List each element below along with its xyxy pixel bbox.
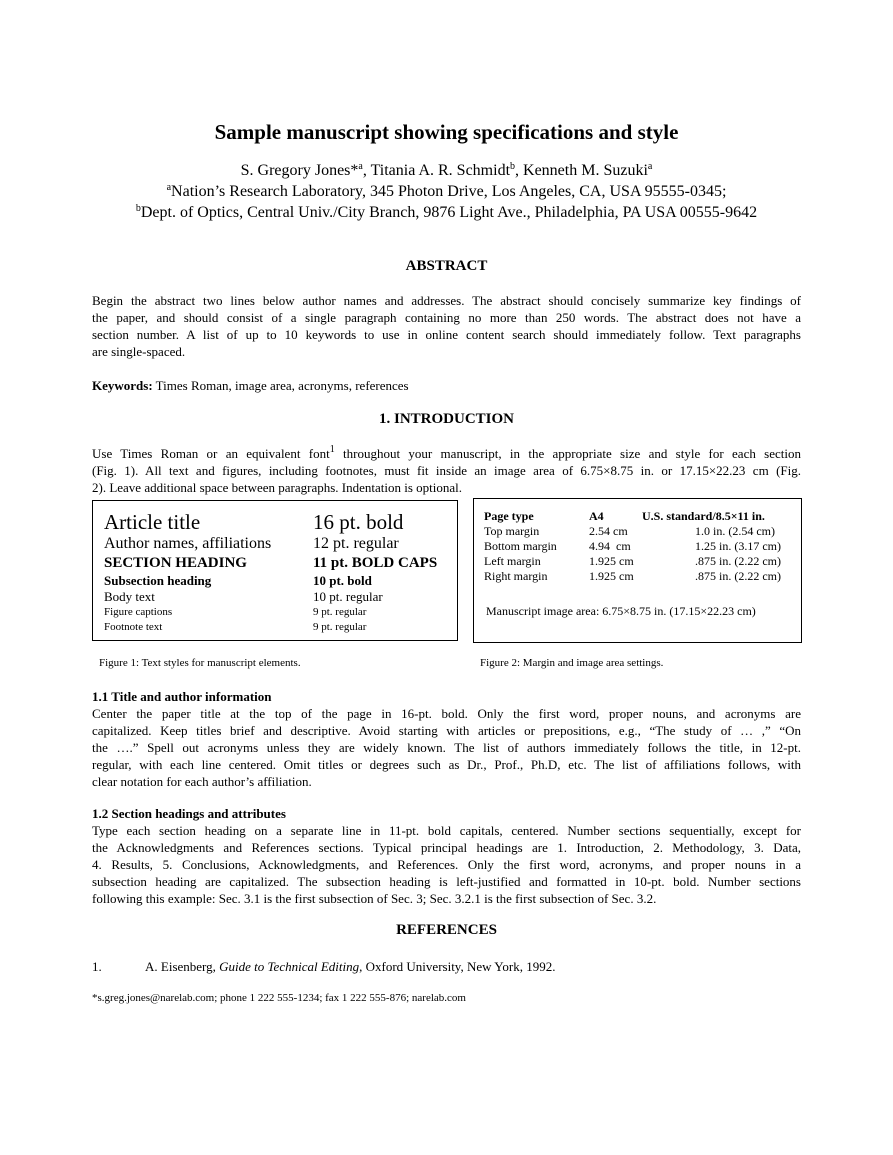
author-name: S. Gregory Jones* <box>240 162 359 179</box>
reference-number: 1. <box>92 959 102 974</box>
subsection-heading: 1.2 Section headings and attributes <box>92 806 286 821</box>
affiliation-text: Dept. of Optics, Central Univ./City Branch, 9876 Light Ave., Philadelphia, PA USA 00555-9642 <box>140 204 758 221</box>
affiliation-marker: b <box>135 203 141 214</box>
text-line: section number. A list of up to 10 keywords to use in online content search should immediately follow. Text paragraphs <box>92 327 801 342</box>
affiliation <box>0 183 893 201</box>
text-line <box>92 445 801 462</box>
image-area-text: Manuscript image area: 6.75×8.75 in. (17.15×22.23 cm) <box>486 604 756 618</box>
figure-2-margins-box <box>473 498 802 643</box>
affiliation-marker: a <box>358 161 363 172</box>
text-line: are single-spaced. <box>92 344 186 359</box>
text-fragment: Use Times Roman or an equivalent font <box>92 446 330 461</box>
affiliation-marker: a <box>647 161 653 172</box>
style-element: Footnote text <box>104 621 163 633</box>
text-line: clear notation for each author’s affiliation. <box>92 774 312 789</box>
text-line: (Fig. 1). All text and figures, including footnotes, must fit inside an image area of 6.75×8.75 in. or 17.15×22.23 cm (Fig. <box>92 463 801 478</box>
style-spec: 11 pt. BOLD CAPS <box>313 555 438 571</box>
style-element: Figure captions <box>104 606 173 618</box>
figure-2-caption: Figure 2: Margin and image area settings. <box>480 657 664 669</box>
style-element: SECTION HEADING <box>104 555 247 571</box>
style-element: Subsection heading <box>104 573 212 588</box>
keywords-text: Times Roman, image area, acronyms, references <box>152 378 409 393</box>
keywords-line <box>92 377 801 394</box>
author-name: Kenneth M. Suzuki <box>523 162 648 179</box>
subsection-heading: 1.1 Title and author information <box>92 689 272 704</box>
reference-details: , Oxford University, New York, 1992. <box>359 959 556 974</box>
style-spec: 9 pt. regular <box>313 606 367 618</box>
abstract-paragraph <box>92 292 801 360</box>
keywords-label: Keywords: <box>92 378 153 393</box>
figure-1-text-styles-box <box>92 500 458 641</box>
style-element: Article title <box>104 510 201 534</box>
author-list <box>0 162 893 180</box>
abstract-heading: ABSTRACT <box>405 258 488 274</box>
text-line: 2). Leave additional space between paragraphs. Indentation is optional. <box>92 480 463 495</box>
reference-author: A. Eisenberg, <box>145 959 220 974</box>
column-header: Page type <box>484 509 534 523</box>
author-separator: , <box>362 162 371 179</box>
style-row <box>104 510 449 534</box>
style-element: Body text <box>104 589 155 604</box>
margin-label: Right margin <box>484 569 548 583</box>
style-spec: 16 pt. bold <box>313 510 404 534</box>
margin-label: Left margin <box>484 554 541 568</box>
text-line: subsection heading are capitalized. The subsection heading is left-justified and formatted in 10-pt. bold. Number sections <box>92 874 801 889</box>
us-value: 1.25 in. (3.17 cm) <box>695 539 781 553</box>
affiliation <box>0 204 893 222</box>
style-element: Author names, affiliations <box>104 535 272 552</box>
introduction-paragraph <box>92 445 801 496</box>
text-line: 4. Results, 5. Conclusions, Acknowledgments, and References. Only the first word, acronyms, and proper nouns in a <box>92 857 801 872</box>
affiliation-marker: a <box>166 182 172 193</box>
us-value: .875 in. (2.22 cm) <box>695 554 781 568</box>
text-line: regular, with each line centered. Omit titles or degrees such as Dr., Prof., Ph.D, etc. The list of affiliations follows, with <box>92 757 801 772</box>
us-value: 1.0 in. (2.54 cm) <box>695 524 775 538</box>
text-line: capitalized. Keep titles brief and descriptive. Avoid starting with articles or prepositions, e.g., “The study of … ,” “On <box>92 723 801 738</box>
margin-label: Top margin <box>484 524 540 538</box>
figure-1-caption: Figure 1: Text styles for manuscript elements. <box>99 657 301 669</box>
column-header: U.S. standard/8.5×11 in. <box>642 509 765 523</box>
text-line: Center the paper title at the top of the page in 16-pt. bold. Only the first word, proper nouns, and acronyms are <box>92 706 801 721</box>
footnote-marker: 1 <box>329 444 335 455</box>
a4-value: 1.925 cm <box>589 569 634 583</box>
column-header: A4 <box>589 509 604 523</box>
author-name: Titania A. R. Schmidt <box>370 162 511 179</box>
paper-title: Sample manuscript showing specifications and style <box>214 120 679 144</box>
text-fragment: throughout your manuscript, in the appropriate size and style for each section <box>334 446 801 461</box>
text-line: the ….” Spell out acronyms unless they are widely known. The list of authors immediately follows the title, in 12-pt. <box>92 740 801 755</box>
text-line: Begin the abstract two lines below author names and addresses. The abstract should concisely summarize key findings of <box>92 293 801 308</box>
affiliation-text: Nation’s Research Laboratory, 345 Photon Drive, Los Angeles, CA, USA 95555-0345; <box>171 183 727 200</box>
style-spec: 10 pt. regular <box>313 589 383 604</box>
author-separator: , <box>515 162 524 179</box>
a4-value: 4.94 cm <box>589 539 631 553</box>
footnote: *s.greg.jones@narelab.com; phone 1 222 555-1234; fax 1 222 555-876; narelab.com <box>92 992 466 1004</box>
text-line: the Acknowledgments and References sections. Typical principal headings are 1. Introduction, 2. Methodology, 3. Data, <box>92 840 801 855</box>
margin-label: Bottom margin <box>484 539 557 553</box>
affiliation-marker: b <box>510 161 516 172</box>
us-value: .875 in. (2.22 cm) <box>695 569 781 583</box>
style-spec: 9 pt. regular <box>313 621 367 633</box>
style-spec: 10 pt. bold <box>313 573 372 588</box>
text-line: following this example: Sec. 3.1 is the first subsection of Sec. 3; Sec. 3.2.1 is the first subsection of Sec. 3.2. <box>92 891 657 906</box>
a4-value: 1.925 cm <box>589 554 634 568</box>
section-heading-introduction: 1. INTRODUCTION <box>378 411 514 427</box>
section-heading-references: REFERENCES <box>396 922 497 938</box>
a4-value: 2.54 cm <box>589 524 628 538</box>
reference-entry <box>145 959 555 975</box>
subsection-1-2 <box>92 805 801 907</box>
style-spec: 12 pt. regular <box>313 535 399 552</box>
text-line: Type each section heading on a separate line in 11-pt. bold capitals, centered. Number sections sequentially, except for <box>92 823 801 838</box>
text-line: the paper, and should consist of a single paragraph containing no more than 250 words. The abstract does not have a <box>92 310 801 325</box>
subsection-1-1 <box>92 688 801 790</box>
reference-title: Guide to Technical Editing <box>219 959 360 974</box>
